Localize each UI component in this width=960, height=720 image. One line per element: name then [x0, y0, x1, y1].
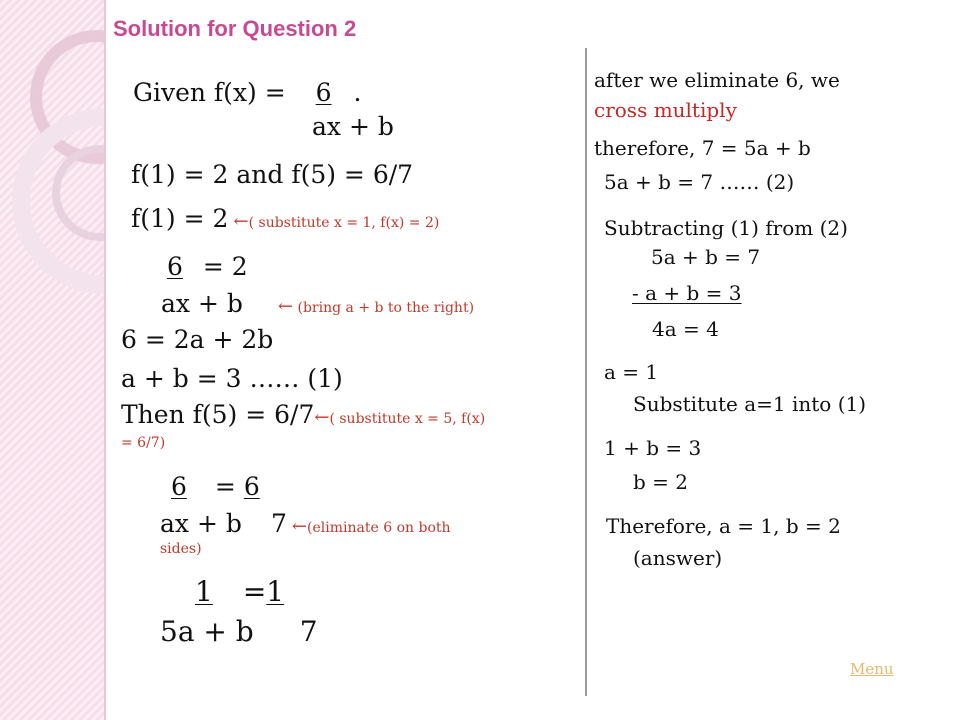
- subtraction-row-1: 5a + b = 7: [651, 245, 761, 269]
- strip-edge-line: [104, 0, 106, 720]
- subtraction-row-2: - a + b = 3: [632, 281, 742, 305]
- fraction3-numerator: 1: [195, 575, 213, 608]
- fraction3-denominator: 5a + b: [160, 615, 254, 648]
- fraction3-right-numerator: 1: [266, 575, 285, 608]
- left-arrow-icon: ←: [277, 296, 294, 317]
- fraction2-top: [153, 474, 260, 499]
- left-arrow-icon: ←: [233, 211, 249, 232]
- column-divider: [585, 48, 587, 696]
- right-line-1: after we eliminate 6, we: [594, 68, 840, 92]
- right-line-5: Subtracting (1) from (2): [604, 216, 848, 240]
- fraction2-note: [291, 516, 451, 537]
- right-line-2-highlight: cross multiply: [594, 98, 737, 122]
- right-line-4: 5a + b = 7 …… (2): [604, 170, 795, 194]
- conditions-line: f(1) = 2 and f(5) = 6/7: [131, 160, 414, 189]
- fraction3-right-denominator: 7: [299, 615, 318, 648]
- fraction2-bottom: [160, 511, 451, 536]
- fraction1-bottom: [161, 291, 474, 316]
- fraction1-top: [163, 254, 248, 279]
- fraction1-denominator: ax + b: [161, 289, 243, 318]
- fraction2-right-denominator: 7: [270, 509, 287, 538]
- menu-link[interactable]: Menu: [850, 660, 894, 678]
- fraction1-numerator: 6: [167, 252, 183, 281]
- fraction2-note-text: (eliminate 6 on both: [307, 520, 451, 536]
- given-denominator: ax + b: [312, 112, 394, 141]
- fraction2-note-continued: sides): [160, 541, 202, 557]
- then-note-continued: = 6/7): [121, 435, 166, 451]
- fraction1-note: [277, 296, 475, 317]
- equation-line-1: 6 = 2a + 2b: [121, 325, 274, 354]
- f1-line: [131, 206, 439, 231]
- subtraction-result: 4a = 4: [652, 317, 719, 341]
- then-note-text: ( substitute x = 5, f(x): [329, 411, 486, 427]
- slide-title: Solution for Question 2: [113, 16, 357, 41]
- right-line-a: a = 1: [604, 360, 659, 384]
- then-note: [314, 407, 486, 428]
- fraction2-right-numerator: 6: [243, 472, 260, 501]
- fraction1-rhs: = 2: [202, 252, 248, 281]
- left-arrow-icon: ←: [314, 407, 330, 428]
- then-line: [121, 402, 485, 427]
- fraction3-equals: =: [242, 575, 267, 608]
- given-numerator: 6: [315, 78, 332, 107]
- fraction3-bottom: [160, 615, 318, 648]
- left-arrow-icon: ←: [291, 516, 308, 537]
- decorative-side-strip: [0, 0, 105, 720]
- given-label: Given f(x) =: [133, 78, 294, 107]
- right-line-therefore: Therefore, a = 1, b = 2: [606, 514, 841, 538]
- fraction2-denominator: ax + b: [160, 509, 242, 538]
- f1-note-text: ( substitute x = 1, f(x) = 2): [248, 215, 440, 231]
- given-line: [133, 80, 362, 105]
- given-dot: .: [353, 78, 362, 107]
- f1-equation: f(1) = 2: [131, 204, 229, 233]
- right-line-answer: (answer): [633, 546, 723, 570]
- f1-note: [233, 211, 440, 232]
- fraction2-equals: =: [214, 472, 236, 501]
- right-line-b: b = 2: [633, 470, 688, 494]
- fraction3-top: [155, 575, 285, 608]
- right-line-substitute: Substitute a=1 into (1): [633, 392, 867, 416]
- fraction1-note-text: (bring a + b to the right): [293, 300, 475, 316]
- then-equation: Then f(5) = 6/7: [121, 400, 315, 429]
- right-line-b-eq: 1 + b = 3: [604, 436, 702, 460]
- right-line-3: therefore, 7 = 5a + b: [594, 136, 811, 160]
- fraction2-numerator: 6: [171, 472, 187, 501]
- equation-line-2: a + b = 3 …… (1): [121, 364, 343, 393]
